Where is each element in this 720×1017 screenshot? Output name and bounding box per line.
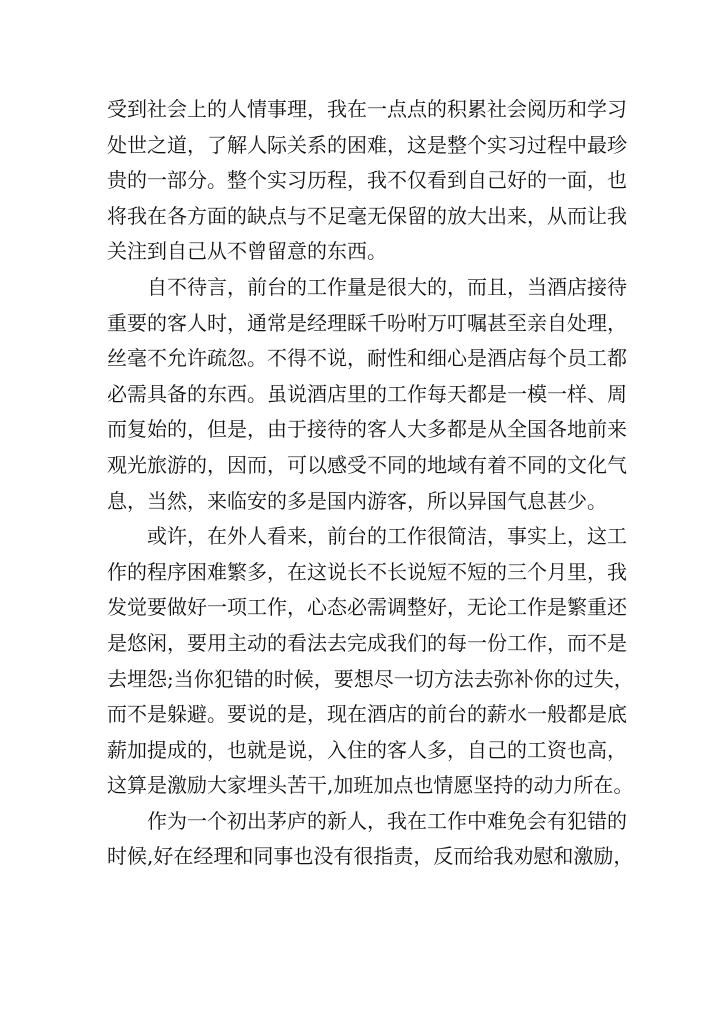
text-line: 必需具备的东西。虽说酒店里的工作每天都是一模一样、周 (107, 381, 627, 406)
text-line: 自不待言，前台的工作量是很大的，而且，当酒店接待 (147, 274, 627, 299)
text-line: 发觉要做好一项工作，心态必需调整好，无论工作是繁重还 (107, 595, 627, 620)
text-line: 将我在各方面的缺点与不足毫无保留的放大出来，从而让我 (107, 203, 627, 228)
text-line: 重要的客人时，通常是经理睬千吩咐万叮嘱甚至亲自处理， (107, 310, 627, 335)
body-text (107, 92, 634, 875)
text-line: 去埋怨;当你犯错的时候，要想尽一切方法去弥补你的过失， (107, 666, 634, 691)
text-line: 这算是激励大家埋头苦干,加班加点也情愿坚持的动力所在。 (107, 773, 634, 798)
text-line: 息，当然，来临安的多是国内游客，所以异国气息甚少。 (107, 488, 607, 513)
text-line: 观光旅游的，因而，可以感受不同的地域有着不同的文化气 (107, 452, 627, 477)
text-line: 丝毫不允许疏忽。不得不说，耐性和细心是酒店每个员工都 (107, 346, 627, 371)
paragraph-3 (107, 519, 634, 804)
text-line: 处世之道，了解人际关系的困难，这是整个实习过程中最珍 (107, 132, 627, 157)
text-line: 或许，在外人看来，前台的工作很简洁，事实上，这工 (147, 524, 627, 549)
text-line: 而不是躲避。要说的是，现在酒店的前台的薪水一般都是底 (107, 702, 627, 727)
text-line: 而复始的，但是，由于接待的客人大多都是从全国各地前来 (107, 417, 627, 442)
text-line: 关注到自己从不曾留意的东西。 (107, 239, 387, 264)
paragraph-2 (107, 270, 627, 519)
text-line: 是悠闲，要用主动的看法去完成我们的每一份工作，而不是 (107, 630, 627, 655)
text-line: 贵的一部分。整个实习历程，我不仅看到自己好的一面，也 (107, 168, 627, 193)
text-line: 薪加提成的，也就是说，入住的客人多，自己的工资也高， (107, 737, 627, 762)
text-line: 作为一个初出茅庐的新人，我在工作中难免会有犯错的 (147, 808, 627, 833)
text-line: 时候,好在经理和同事也没有很指责，反而给我劝慰和激励， (107, 844, 634, 869)
paragraph-1 (107, 92, 627, 270)
paragraph-4 (107, 804, 634, 875)
text-line: 作的程序困难繁多，在这说长不长说短不短的三个月里，我 (107, 559, 627, 584)
text-line: 受到社会上的人情事理，我在一点点的积累社会阅历和学习 (107, 97, 627, 121)
